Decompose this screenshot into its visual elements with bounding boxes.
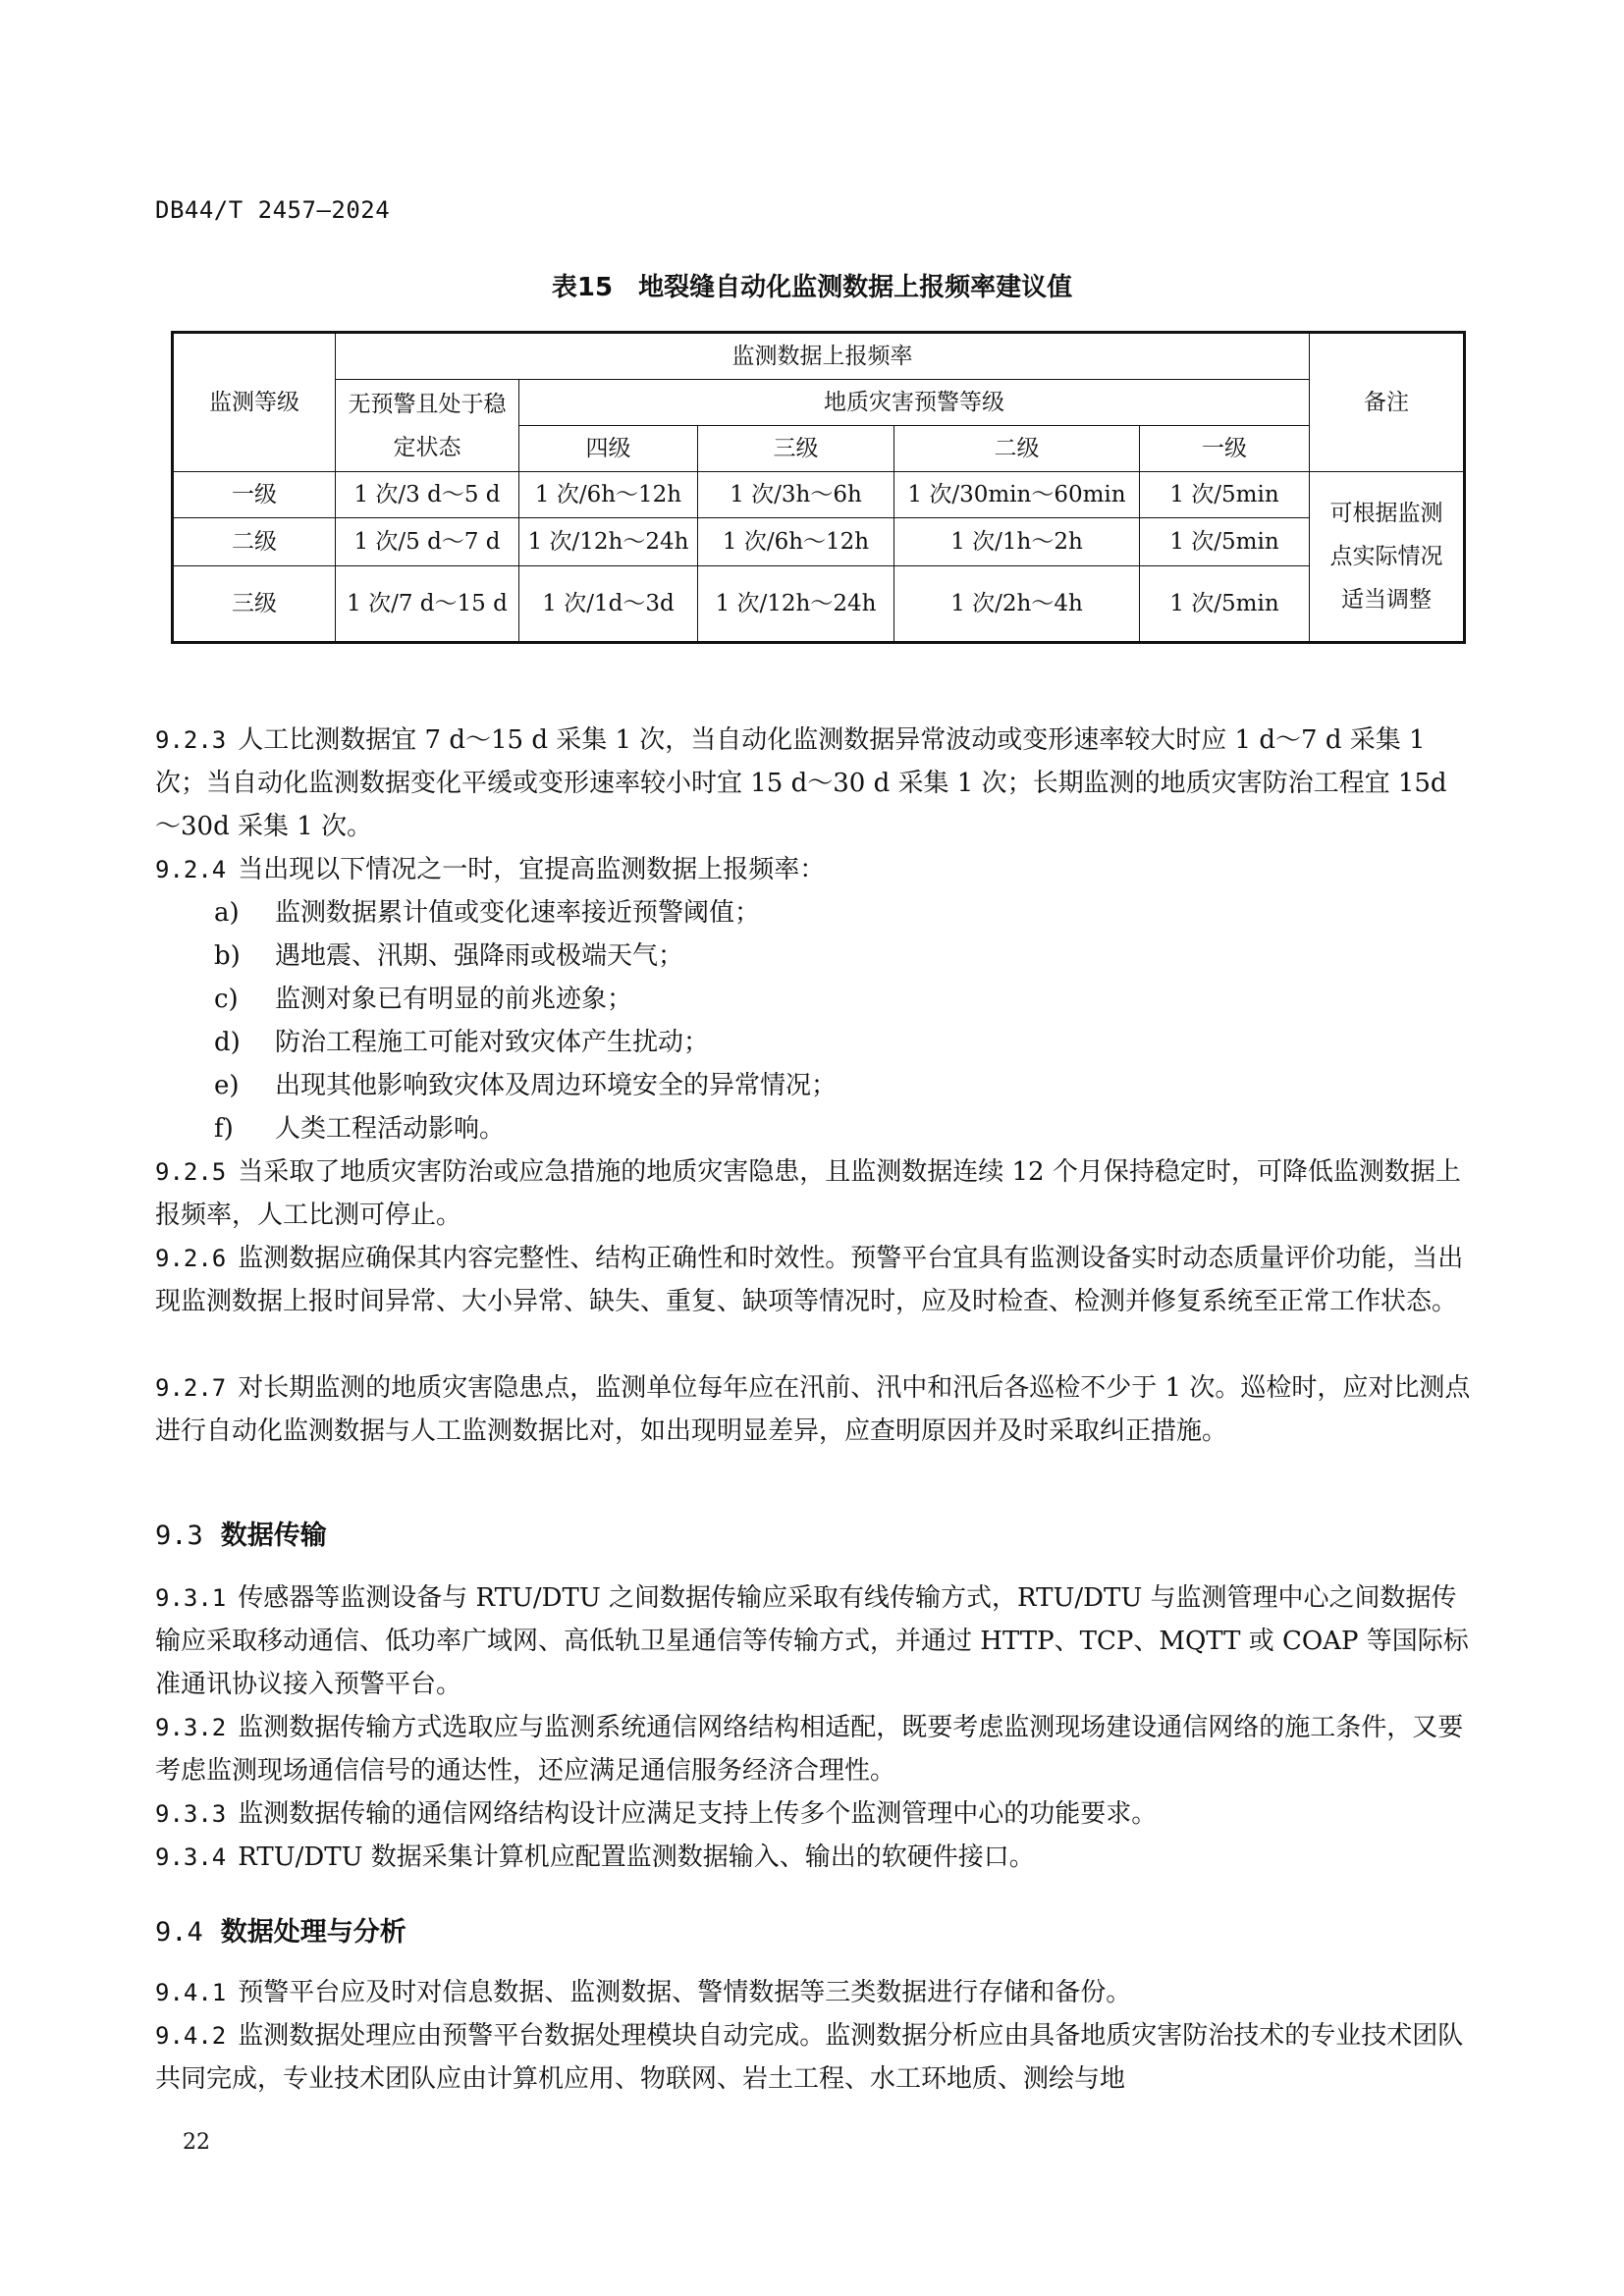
cell-stable: 1 次/5 d～7 d — [336, 518, 519, 566]
list-item-text: 监测对象已有明显的前兆迹象； — [275, 985, 633, 1014]
cell-w2: 1 次/30min～60min — [894, 472, 1140, 518]
cell-stable: 1 次/7 d～15 d — [336, 566, 519, 643]
clause-text: 预警平台应及时对信息数据、监测数据、警情数据等三类数据进行存储和备份。 — [238, 1978, 1132, 2007]
cell-w1: 1 次/5min — [1140, 566, 1310, 643]
list-item-label: f) — [214, 1114, 234, 1144]
cell-w2: 1 次/1h～2h — [894, 518, 1140, 566]
table-row — [173, 518, 1465, 566]
cell-w4: 1 次/6h～12h — [519, 472, 698, 518]
cell-w2: 1 次/2h～4h — [894, 566, 1140, 643]
clause-text: 监测数据传输的通信网络结构设计应满足支持上传多个监测管理中心的功能要求。 — [238, 1799, 1158, 1829]
table-row — [173, 566, 1465, 643]
clause-9-4-1 — [155, 1971, 1471, 2014]
clause-text: 监测数据传输方式选取应与监测系统通信网络结构相适配，既要考虑监测现场建设通信网络的施工条件，又要考虑监测现场通信信号的通达性，还应满足通信服务经济合理性。 — [155, 1713, 1464, 1786]
document-id: DB44/T 2457—2024 — [155, 196, 391, 224]
clause-9-2-3 — [155, 719, 1471, 848]
clause-text: 当出现以下情况之一时，宜提高监测数据上报频率： — [238, 855, 826, 884]
clause-number: 9.3.4 — [155, 1843, 227, 1871]
section-number: 9.4 — [155, 1917, 203, 1948]
section-heading-9-4 — [155, 1910, 406, 1949]
header-warn-level-3: 三级 — [698, 426, 894, 472]
list-item-text: 出现其他影响致灾体及周边环境安全的异常情况； — [275, 1071, 838, 1100]
clause-9-2-6 — [155, 1237, 1471, 1323]
clause-9-3-3 — [155, 1792, 1471, 1836]
header-warn-level-1: 一级 — [1140, 426, 1310, 472]
frequency-table — [171, 331, 1466, 644]
clause-number: 9.3.2 — [155, 1714, 227, 1741]
clause-9-3-4 — [155, 1836, 1471, 1879]
cell-stable: 1 次/3 d～5 d — [336, 472, 519, 518]
clause-text: 传感器等监测设备与 RTU/DTU 之间数据传输应采取有线传输方式，RTU/DTU 与监测管理中心之间数据传输应采取移动通信、低功率广域网、高低轨卫星通信等传输方式，并通过 HTTP、TCP、MQTT 或 COAP 等国际标准通讯协议接入预警平台。 — [155, 1583, 1469, 1699]
list-item — [214, 1107, 505, 1150]
list-item — [214, 1064, 837, 1107]
cell-w3: 1 次/6h～12h — [698, 518, 894, 566]
list-item — [214, 978, 632, 1021]
list-item-label: d) — [214, 1028, 241, 1057]
section-title: 数据处理与分析 — [220, 1917, 406, 1948]
cell-w1: 1 次/5min — [1140, 518, 1310, 566]
cell-w4: 1 次/1d～3d — [519, 566, 698, 643]
clause-number: 9.4.1 — [155, 1979, 227, 2006]
section-number: 9.3 — [155, 1521, 203, 1551]
cell-level: 二级 — [173, 518, 336, 566]
clause-text: 监测数据应确保其内容完整性、结构正确性和时效性。预警平台宜具有监测设备实时动态质量评价功能，当出现监测数据上报时间异常、大小异常、缺失、重复、缺项等情况时，应及时检查、检测并修复系统至正常工作状态。 — [155, 1244, 1464, 1316]
clause-number: 9.2.6 — [155, 1245, 227, 1272]
list-item-text: 防治工程施工可能对致灾体产生扰动； — [275, 1028, 710, 1057]
list-item-text: 遇地震、汛期、强降雨或极端天气； — [275, 941, 684, 971]
clause-text: 监测数据处理应由预警平台数据处理模块自动完成。监测数据分析应由具备地质灾害防治技术的专业技术团队共同完成，专业技术团队应由计算机应用、物联网、岩土工程、水工环地质、测绘与地 — [155, 2021, 1464, 2094]
cell-note: 可根据监测点实际情况适当调整 — [1310, 472, 1465, 643]
clause-number: 9.2.5 — [155, 1158, 227, 1186]
table-header-row-2 — [173, 380, 1465, 426]
section-heading-9-3 — [155, 1514, 327, 1552]
header-note: 备注 — [1310, 333, 1465, 472]
page-number: 22 — [183, 2130, 210, 2155]
cell-w4: 1 次/12h～24h — [519, 518, 698, 566]
header-report-frequency: 监测数据上报频率 — [336, 333, 1310, 380]
header-monitoring-level: 监测等级 — [173, 333, 336, 472]
list-item-label: a) — [214, 898, 240, 928]
clause-text: 当采取了地质灾害防治或应急措施的地质灾害隐患，且监测数据连续 12 个月保持稳定时，可降低监测数据上报频率，人工比测可停止。 — [155, 1157, 1461, 1230]
clause-number: 9.2.4 — [155, 856, 227, 883]
cell-level: 三级 — [173, 566, 336, 643]
clause-9-3-1 — [155, 1576, 1471, 1706]
header-warn-level-4: 四级 — [519, 426, 698, 472]
clause-number: 9.3.3 — [155, 1800, 227, 1828]
clause-text: 人工比测数据宜 7 d～15 d 采集 1 次，当自动化监测数据异常波动或变形速率较大时应 1 d～7 d 采集 1 次；当自动化监测数据变化平缓或变形速率较小时宜 15 d～30 d 采集 1 次；长期监测的地质灾害防治工程宜 15d～30d 采集 1 次。 — [155, 725, 1447, 841]
cell-w3: 1 次/3h～6h — [698, 472, 894, 518]
cell-w1: 1 次/5min — [1140, 472, 1310, 518]
list-item — [214, 1021, 709, 1064]
header-stable-state: 无预警且处于稳定状态 — [336, 380, 519, 472]
clause-9-2-4 — [155, 848, 1471, 891]
clause-number: 9.2.7 — [155, 1374, 227, 1402]
header-warn-level-2: 二级 — [894, 426, 1140, 472]
table-header-row-1 — [173, 333, 1465, 380]
list-item-label: e) — [214, 1071, 240, 1100]
table-row — [173, 472, 1465, 518]
clause-text: 对长期监测的地质灾害隐患点，监测单位每年应在汛前、汛中和汛后各巡检不少于 1 次。巡检时，应对比测点进行自动化监测数据与人工监测数据比对，如出现明显差异，应查明原因并及时采取纠正措施。 — [155, 1373, 1471, 1446]
list-item — [214, 934, 683, 978]
clause-9-3-2 — [155, 1706, 1471, 1792]
clause-number: 9.3.1 — [155, 1584, 227, 1612]
header-warning-level: 地质灾害预警等级 — [519, 380, 1310, 426]
clause-9-4-2 — [155, 2014, 1471, 2101]
clause-number: 9.4.2 — [155, 2022, 227, 2050]
cell-level: 一级 — [173, 472, 336, 518]
table-title: 表15 地裂缝自动化监测数据上报频率建议值 — [551, 273, 1073, 302]
list-item — [214, 891, 760, 934]
list-item-label: b) — [214, 941, 241, 971]
list-item-text: 人类工程活动影响。 — [275, 1114, 506, 1144]
list-item-label: c) — [214, 985, 239, 1014]
clause-number: 9.2.3 — [155, 726, 227, 754]
cell-w3: 1 次/12h～24h — [698, 566, 894, 643]
clause-9-2-5 — [155, 1150, 1471, 1237]
clause-text: RTU/DTU 数据采集计算机应配置监测数据输入、输出的软硬件接口。 — [238, 1842, 1035, 1872]
list-item-text: 监测数据累计值或变化速率接近预警阈值； — [275, 898, 761, 928]
clause-9-2-7 — [155, 1366, 1471, 1453]
section-title: 数据传输 — [220, 1521, 327, 1551]
